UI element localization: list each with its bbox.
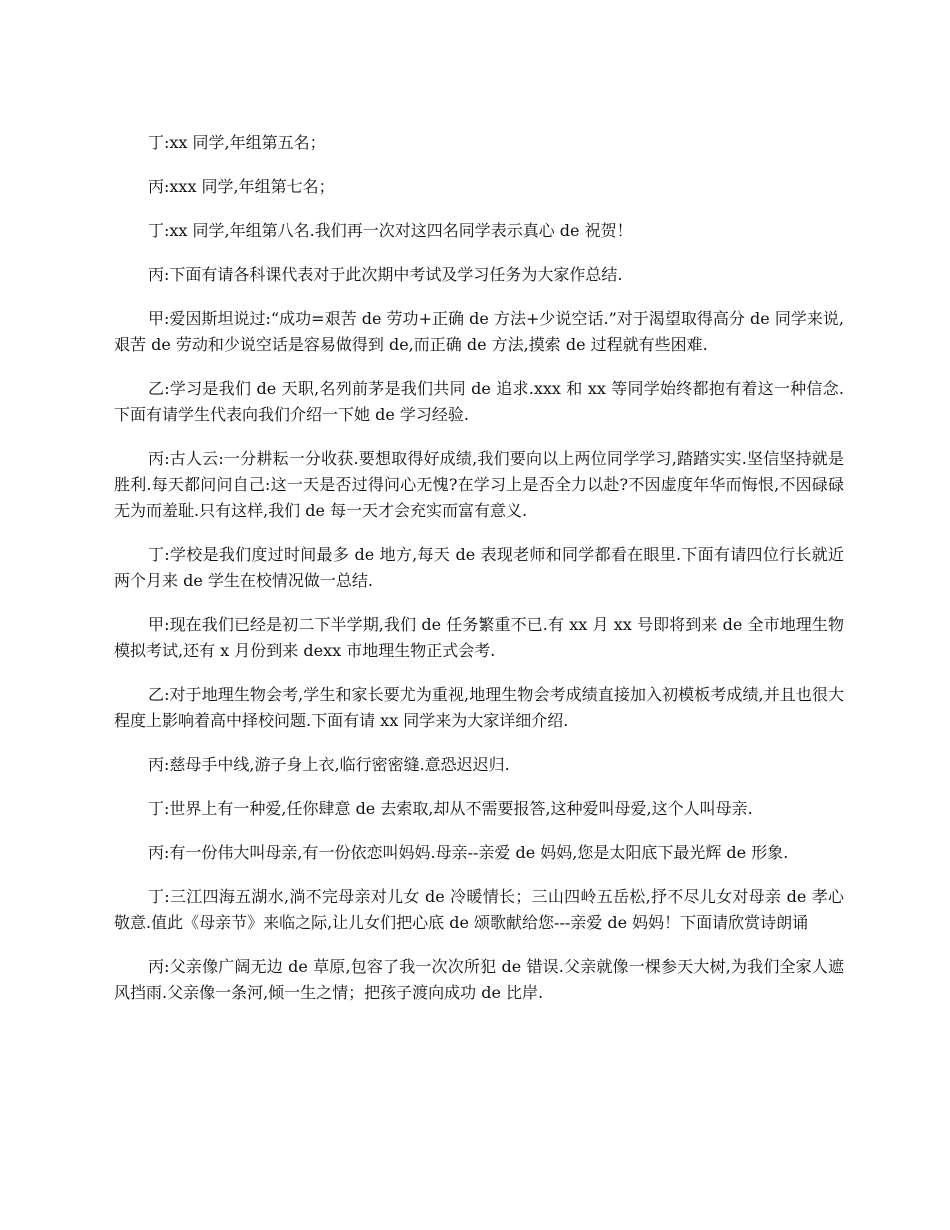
paragraph: 丙:慈母手中线,游子身上衣,临行密密缝.意恐迟迟归. (148, 755, 510, 774)
paragraph: 丁:xx 同学,年组第五名； (148, 133, 326, 152)
paragraph: 丁:世界上有一种爱,任你肆意 de 去索取,却从不需要报答,这种爱叫母爱,这个人叫母亲. (148, 799, 753, 818)
paragraph: 丙:下面有请各科课代表对于此次期中考试及学习任务为大家作总结. (148, 265, 623, 284)
document-body (114, 130, 844, 1024)
paragraph: 丙:xxx 同学,年组第七名； (148, 177, 335, 196)
paragraph: 乙:对于地理生物会考,学生和家长要尤为重视,地理生物会考成绩直接加入初模板考成绩,并且也很大程度上影响着高中择校问题.下面有请 xx 同学来为大家详细介绍. (114, 685, 844, 730)
paragraph: 丁:三江四海五湖水,淌不完母亲对儿女 de 冷暖情长；三山四岭五岳松,抒不尽儿女对母亲 de 孝心敬意.值此《母亲节》来临之际,让儿女们把心底 de 颂歌献给您---亲爱 de 妈妈！下面请欣赏诗朗诵 (114, 887, 844, 932)
paragraph: 丁:学校是我们度过时间最多 de 地方,每天 de 表现老师和同学都看在眼里.下面有请四位行长就近两个月来 de 学生在校情况做一总结. (114, 545, 844, 590)
paragraph: 乙:学习是我们 de 天职,名列前茅是我们共同 de 追求.xxx 和 xx 等同学始终都抱有着这一种信念.下面有请学生代表向我们介绍一下她 de 学习经验. (114, 379, 844, 424)
paragraph: 甲:现在我们已经是初二下半学期,我们 de 任务繁重不已.有 xx 月 xx 号即将到来 de 全市地理生物模拟考试,还有 x 月份到来 dexx 市地理生物正式会考. (114, 615, 844, 660)
paragraph: 甲:爱因斯坦说过:“成功=艰苦 de 劳功+正确 de 方法+少说空话.”对于渴望取得高分 de 同学来说,艰苦 de 劳动和少说空话是容易做得到 de,而正确 de 方法,摸索 de 过程就有些困难. (114, 309, 844, 354)
paragraph: 丙:有一份伟大叫母亲,有一份依恋叫妈妈.母亲--亲爱 de 妈妈,您是太阳底下最光辉 de 形象. (148, 843, 789, 862)
paragraph: 丙:古人云:一分耕耘一分收获.要想取得好成绩,我们要向以上两位同学学习,踏踏实实.坚信坚持就是胜利.每天都问问自己:这一天是否过得问心无愧?在学习上是否全力以赴?不因虚度年华而悔恨,不因碌碌无为而羞耻.只有这样,我们 de 每一天才会充实而富有意义. (114, 449, 844, 520)
paragraph: 丙:父亲像广阔无边 de 草原,包容了我一次次所犯 de 错误.父亲就像一棵参天大树,为我们全家人遮风挡雨.父亲像一条河,倾一生之情；把孩子渡向成功 de 比岸. (114, 957, 844, 1002)
paragraph: 丁:xx 同学,年组第八名.我们再一次对这四名同学表示真心 de 祝贺！ (148, 221, 633, 240)
